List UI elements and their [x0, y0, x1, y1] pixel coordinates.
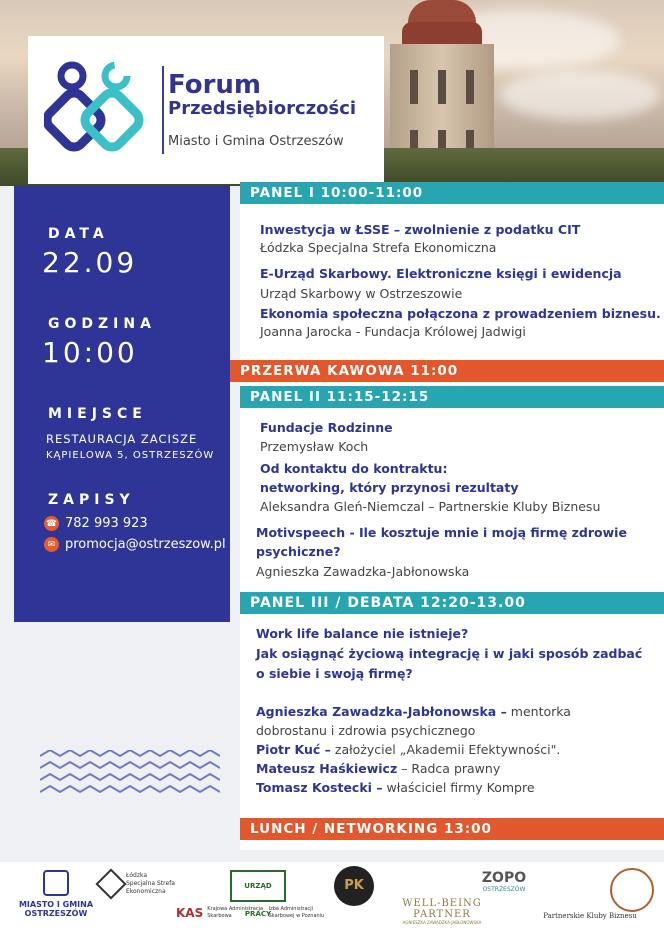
panel1-item1-speaker: Łódzka Specjalna Strefa Ekonomiczna [260, 240, 497, 255]
logo-title: Forum [168, 70, 261, 100]
panel1-item1-title: Inwestycja w ŁSSE – zwolnienie z podatku CIT [260, 222, 581, 237]
program-panel [240, 186, 664, 850]
sponsor-pkb: Partnerskie Kluby Biznesu [543, 912, 637, 920]
mail-icon: ✉ [44, 537, 59, 552]
sponsor-lsse: Łódzka Specjalna Strefa Ekonomiczna [100, 872, 180, 896]
place-line2: KĄPIELOWA 5, OSTRZESZÓW [46, 450, 215, 461]
signup-label: ZAPISY [48, 492, 135, 508]
panel1-item3-title: Ekonomia społeczna połączona z prowadzeniem biznesu. [260, 306, 661, 321]
sponsor-well-being: WELL-BEING PARTNER AGNIESZKA ZAWADZKA-JABŁONOWSKA [402, 898, 482, 925]
panel3-speaker3: Mateusz Haśkiewicz – Radca prawny [256, 761, 501, 776]
lsse-logo-icon [95, 868, 126, 899]
email-address: promocja@ostrzeszow.pl [65, 537, 226, 552]
panel2-item3-speaker: Agnieszka Zawadzka-Jabłonowska [256, 564, 470, 579]
panel2-item1-speaker: Przemysław Koch [260, 439, 369, 454]
zigzag-decoration-icon [40, 750, 220, 806]
logo-tagline: Miasto i Gmina Ostrzeszów [168, 134, 344, 149]
date-value: 22.09 [42, 246, 138, 279]
panel3-question2: Jak osiągnąć życiową integrację i w jaki sposób zadbać [256, 646, 643, 661]
phone-number: 782 993 923 [65, 516, 148, 531]
panel3-question3: o siebie i swoją firmę? [256, 666, 413, 681]
panel2-item3-title: Motivspeech - Ile kosztuje mnie i moją firmę zdrowie [256, 525, 627, 540]
miasto-logo-icon [43, 870, 69, 896]
sponsor-seal-icon [610, 868, 654, 912]
panel3-speaker2: Piotr Kuć – założyciel „Akademii Efektywności". [256, 742, 561, 757]
coffee-break-band: PRZERWA KAWOWA 11:00 [230, 360, 664, 382]
phone-icon: ☎ [44, 516, 59, 531]
panel1-header: PANEL I 10:00-11:00 [240, 182, 664, 204]
sponsor-zopo: ZOPO OSTRZESZÓW [481, 870, 527, 893]
panel3-speaker1: Agnieszka Zawadzka-Jabłonowska – mentorka [256, 704, 571, 719]
panel3-speaker1-cont: dobrostanu i zdrowia psychicznego [256, 723, 476, 738]
chain-logo-icon [44, 60, 154, 160]
phone-contact[interactable] [44, 516, 148, 531]
event-info-box [14, 186, 230, 622]
panel2-item1-title: Fundacje Rodzinne [260, 420, 393, 435]
sponsor-urzad-pracy: URZĄD PRACY [230, 870, 286, 902]
forum-logo [28, 36, 384, 184]
panel1-item3-speaker: Joanna Jarocka - Fundacja Królowej Jadwigi [260, 324, 526, 339]
panel1-item2-speaker: Urząd Skarbowy w Ostrzeszowie [260, 286, 463, 301]
time-value: 10:00 [42, 336, 138, 369]
date-label: DATA [48, 226, 109, 242]
panel2-item2-speaker: Aleksandra Gleń-Niemczal – Partnerskie Kluby Biznesu [260, 499, 601, 514]
sponsor-kas: KAS Krajowa Administracja Skarbowa Izba Administracji Skarbowej w Poznaniu [176, 906, 325, 920]
kas-logo-icon: KAS [176, 906, 204, 920]
logo-divider [162, 66, 164, 154]
panel1-item2-title: E-Urząd Skarbowy. Elektroniczne księgi i ewidencja [260, 266, 622, 281]
panel2-item2-title2: networking, który przynosi rezultaty [260, 480, 519, 495]
sponsor-pk-logo-icon: PK [334, 866, 374, 906]
place-line1: RESTAURACJA ZACISZE [46, 432, 198, 446]
panel2-item3-title2: psychiczne? [256, 544, 341, 559]
panel3-question1: Work life balance nie istnieje? [256, 626, 469, 641]
place-label: MIEJSCE [48, 406, 147, 422]
hero-banner [0, 0, 664, 186]
sponsor-miasto-gmina: MIASTO I GMINA OSTRZESZÓW [18, 870, 94, 918]
panel3-speaker4: Tomasz Kostecki – właściciel firmy Kompre [256, 780, 535, 795]
panel2-item2-title: Od kontaktu do kontraktu: [260, 461, 448, 476]
panel2-header: PANEL II 11:15-12:15 [240, 386, 664, 408]
time-label: GODZINA [48, 316, 156, 332]
email-contact[interactable] [44, 537, 226, 552]
sponsors-footer [0, 862, 664, 940]
lunch-band: LUNCH / NETWORKING 13:00 [240, 818, 664, 840]
logo-subtitle: Przedsiębiorczości [168, 98, 357, 119]
panel3-header: PANEL III / DEBATA 12:20-13.00 [240, 592, 664, 614]
cloud [500, 70, 660, 120]
